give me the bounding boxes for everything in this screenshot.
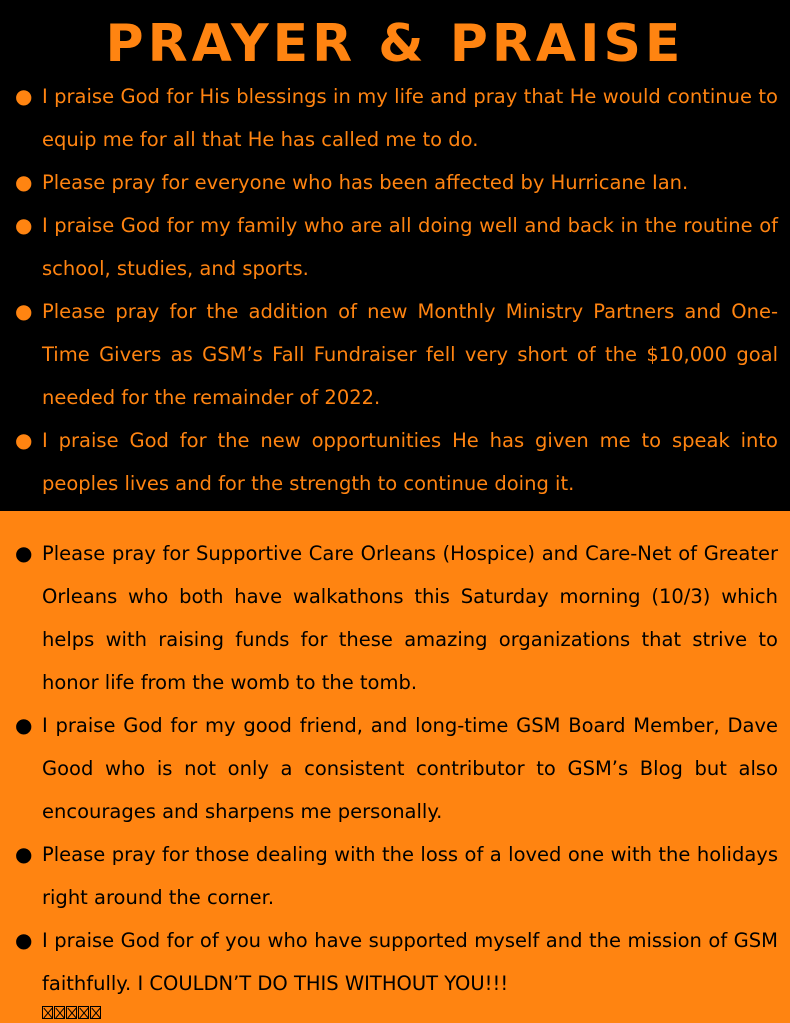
- bullet-icon: ●: [15, 170, 33, 194]
- missing-glyph-icon: [42, 1006, 53, 1019]
- list-item-text: Please pray for Supportive Care Orleans (Hospice) and Care-Net of Greater Orleans who both have walkathons this Saturday morning (10/3) which helps with raising funds for these amazing organizations that strive to honor life from the womb to the tomb.: [42, 542, 778, 694]
- missing-glyph-icon: [78, 1006, 89, 1019]
- list-item: [0, 204, 790, 290]
- missing-glyph-icon: [54, 1006, 65, 1019]
- bottom-list: [0, 532, 790, 1005]
- bullet-icon: ●: [15, 842, 33, 866]
- list-item-text: Please pray for everyone who has been affected by Hurricane Ian.: [42, 171, 689, 194]
- list-item: [0, 290, 790, 419]
- list-item-text: I praise God for the new opportunities He has given me to speak into peoples lives and for the strength to continue doing it.: [42, 429, 778, 495]
- list-item-text: I praise God for my good friend, and long-time GSM Board Member, Dave Good who is not only a consistent contributor to GSM’s Blog but also encourages and sharpens me personally.: [42, 714, 778, 823]
- bullet-icon: ●: [15, 928, 33, 952]
- bullet-icon: ●: [15, 299, 33, 323]
- list-item: [0, 833, 790, 919]
- list-item: [0, 919, 790, 1005]
- list-item: [0, 161, 790, 204]
- top-list: [0, 75, 790, 505]
- list-item: [0, 75, 790, 161]
- bullet-icon: ●: [15, 713, 33, 737]
- list-item-text: I praise God for my family who are all doing well and back in the routine of school, studies, and sports.: [42, 214, 778, 280]
- bullet-icon: ●: [15, 428, 33, 452]
- bullet-icon: ●: [15, 541, 33, 565]
- bullet-icon: ●: [15, 84, 33, 108]
- list-item: [0, 419, 790, 505]
- bullet-icon: ●: [15, 213, 33, 237]
- list-item: [0, 532, 790, 704]
- missing-glyph-icon: [66, 1006, 77, 1019]
- list-item-text: Please pray for the addition of new Monthly Ministry Partners and One-Time Givers as GSM’s Fall Fundraiser fell very short of the $10,000 goal needed for the remainder of 2022.: [42, 300, 778, 409]
- list-item-text: I praise God for His blessings in my life and pray that He would continue to equip me for all that He has called me to do.: [42, 85, 778, 151]
- missing-glyph-icon: [90, 1006, 101, 1019]
- list-item-text: I praise God for of you who have supported myself and the mission of GSM faithfully. I COULDN’T DO THIS WITHOUT YOU!!!: [42, 929, 778, 995]
- list-item-text: Please pray for those dealing with the loss of a loved one with the holidays right around the corner.: [42, 843, 778, 909]
- page-title: PRAYER & PRAISE: [105, 14, 685, 74]
- list-item: [0, 704, 790, 833]
- missing-emoji-row: [42, 1006, 101, 1023]
